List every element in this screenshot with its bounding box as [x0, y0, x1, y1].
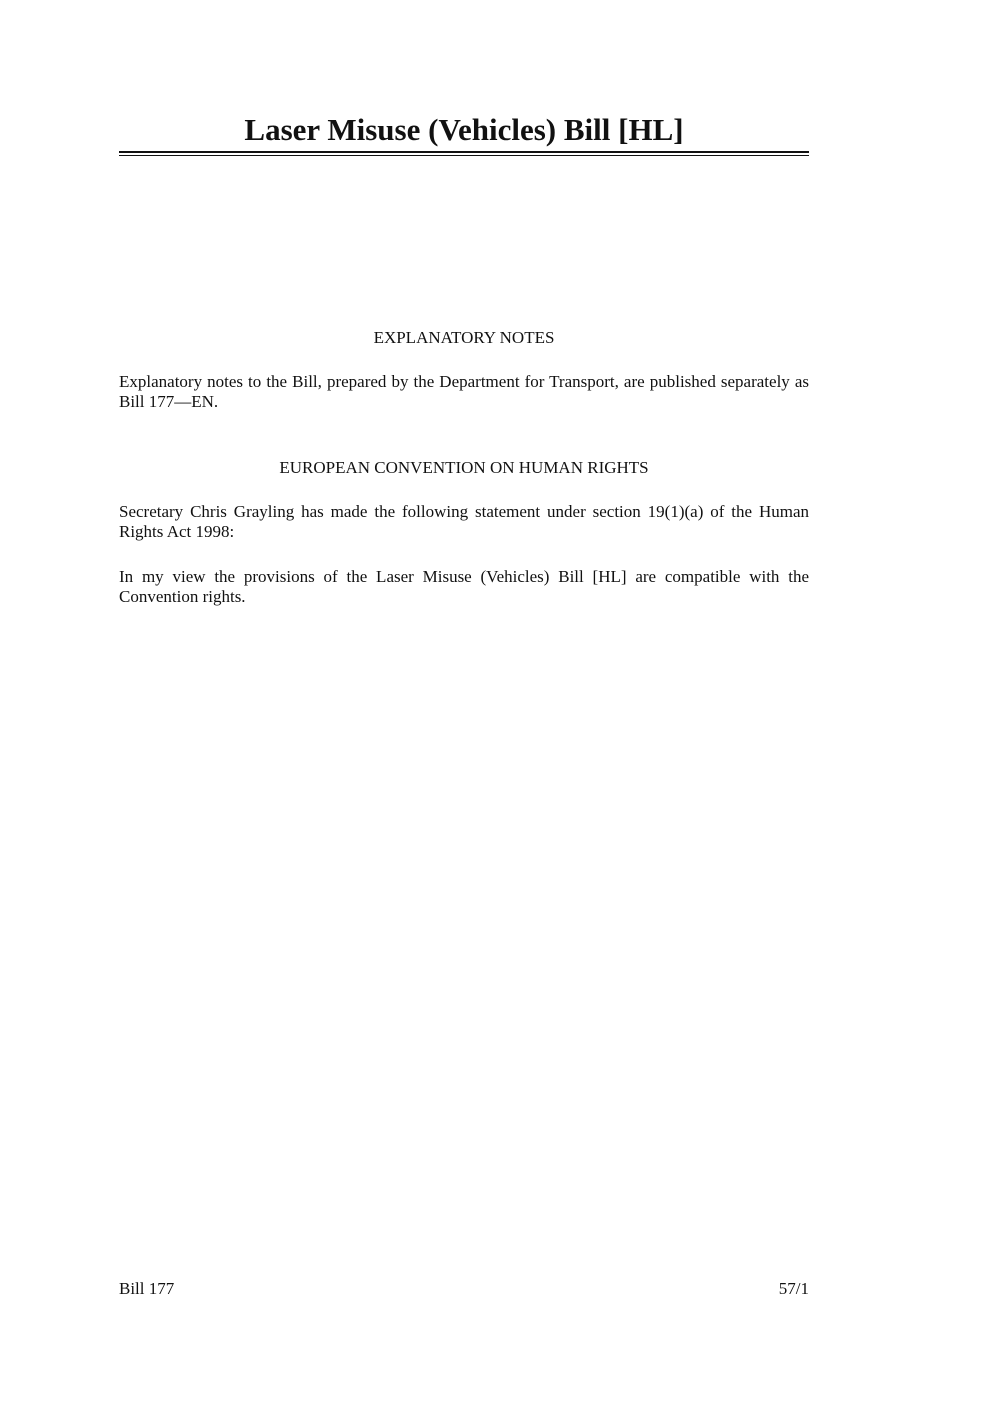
footer-bill-number: Bill 177 — [119, 1279, 175, 1298]
explanatory-notes-paragraph: Explanatory notes to the Bill, prepared by the Department for Transport, are published separately as Bill 177—EN. — [119, 372, 809, 411]
echr-compatibility-paragraph: In my view the provisions of the Laser Misuse (Vehicles) Bill [HL] are compatible with the Convention rights. — [119, 567, 809, 606]
title-rule-thick — [119, 151, 809, 153]
footer-page-ref: 57/1 — [778, 1279, 809, 1298]
title-rule-thin — [119, 155, 809, 156]
section-heading-echr: EUROPEAN CONVENTION ON HUMAN RIGHTS — [279, 458, 649, 477]
document-title: Laser Misuse (Vehicles) Bill [HL] — [244, 112, 684, 147]
echr-statement-paragraph: Secretary Chris Grayling has made the following statement under section 19(1)(a) of the Human Rights Act 1998: — [119, 502, 809, 541]
section-heading-explanatory-notes: EXPLANATORY NOTES — [373, 328, 555, 347]
